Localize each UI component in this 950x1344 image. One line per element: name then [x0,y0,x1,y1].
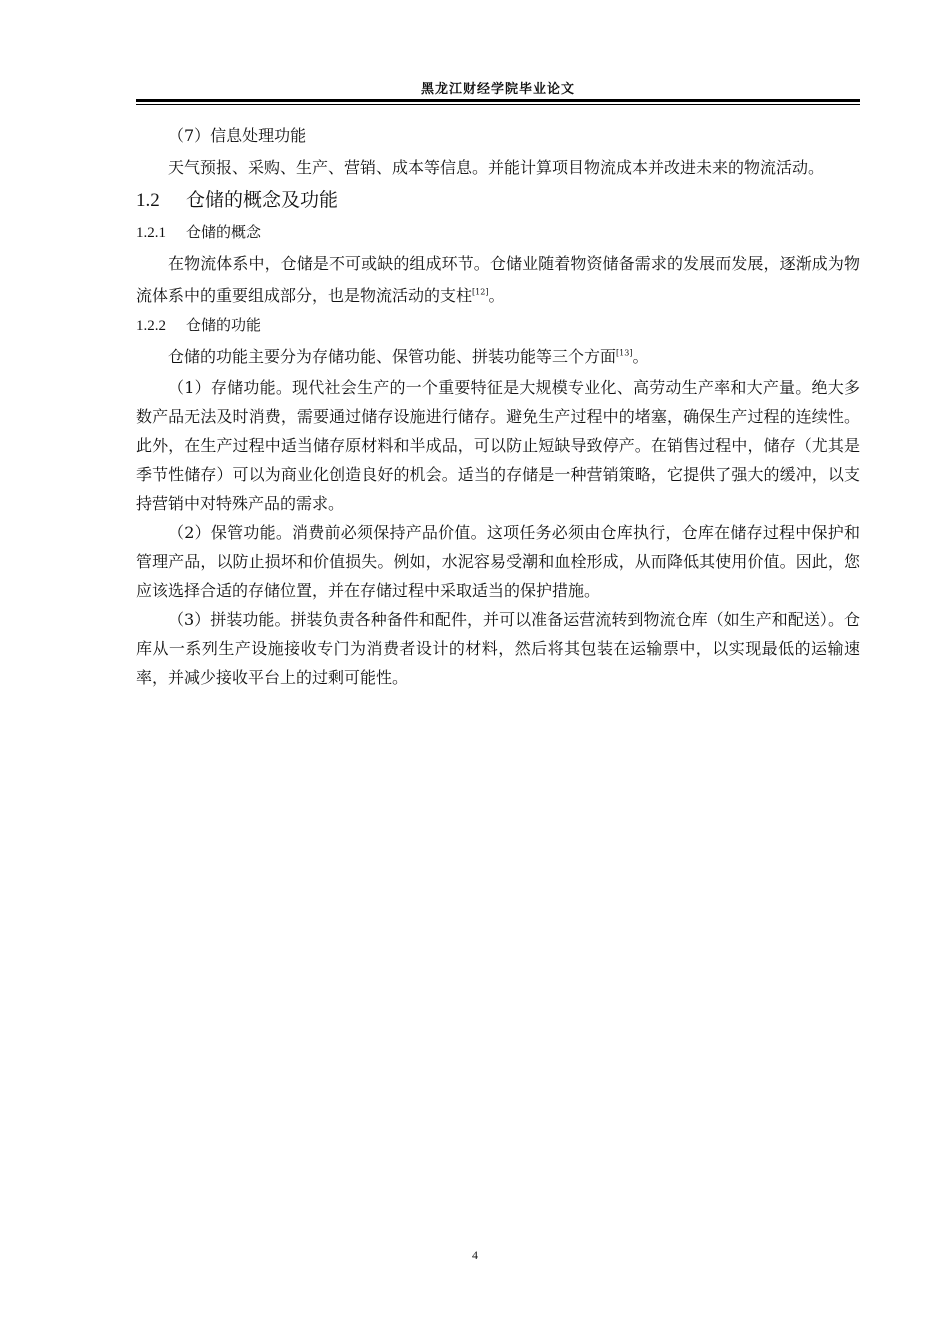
subsection-title: 仓储的功能 [186,316,262,334]
function-intro-end: 。 [632,347,649,366]
subsection-heading-1-2-1 [136,218,860,248]
page-number: 4 [472,1248,478,1262]
citation-ref-13: [13] [616,348,633,358]
section-title: 仓储的概念及功能 [186,189,339,211]
storage-function-paragraph: （1）存储功能。现代社会生产的一个重要特征是大规模专业化、高劳动生产率和大产量。绝大多数产品无法及时消费，需要通过储存设施进行储存。避免生产过程中的堵塞，确保生产过程的连续性。此外，在生产过程中适当储存原材料和半成品，可以防止短缺导致停产。在销售过程中，储存（尤其是季节性储存）可以为商业化创造良好的机会。适当的存储是一种营销策略，它提供了强大的缓冲，以支持营销中对特殊产品的需求。 [136,377,860,513]
custody-function-paragraph: （2）保管功能。消费前必须保持产品价值。这项任务必须由仓库执行，仓库在储存过程中保护和管理产品，以防止损坏和价值损失。例如，水泥容易受潮和血栓形成，从而降低其使用价值。因此，您应该选择合适的存储位置，并在存储过程中采取适当的保护措施。 [136,522,860,600]
document-body [136,120,860,692]
subsection-number: 1.2.2 [136,318,166,334]
subsection-number: 1.2.1 [136,225,166,241]
function-intro-paragraph [136,341,860,373]
citation-ref-12: [12] [472,287,489,297]
concept-end: 。 [488,285,505,305]
subsection-title: 仓储的概念 [186,223,262,241]
header-rule-thick [136,99,860,102]
item-7-paragraph: 天气预报、采购、生产、营销、成本等信息。并能计算项目物流成本并改进未来的物流活动。 [168,157,825,177]
subsection-heading-1-2-2 [136,311,860,341]
function-intro-text: 仓储的功能主要分为存储功能、保管功能、拼装功能等三个方面 [168,347,617,366]
section-heading-1-2 [136,185,860,216]
concept-paragraph [136,248,860,311]
assembly-function-paragraph: （3）拼装功能。拼装负责各种备件和配件，并可以准备运营流转到物流仓库（如生产和配送）。仓库从一系列生产设施接收专门为消费者设计的材料，然后将其包装在运输票中，以实现最低的运输速率，并减少接收平台上的过剩可能性。 [136,609,860,687]
item-7-title: （7）信息处理功能 [168,126,307,145]
section-number: 1.2 [136,190,160,211]
concept-text: 在物流体系中，仓储是不可或缺的组成环节。仓储业随着物资储备需求的发展而发展，逐渐成为物流体系中的重要组成部分，也是物流活动的支柱 [136,254,860,305]
page-header: 黑龙江财经学院毕业论文 [420,82,575,97]
header-rule-thin [136,104,860,105]
